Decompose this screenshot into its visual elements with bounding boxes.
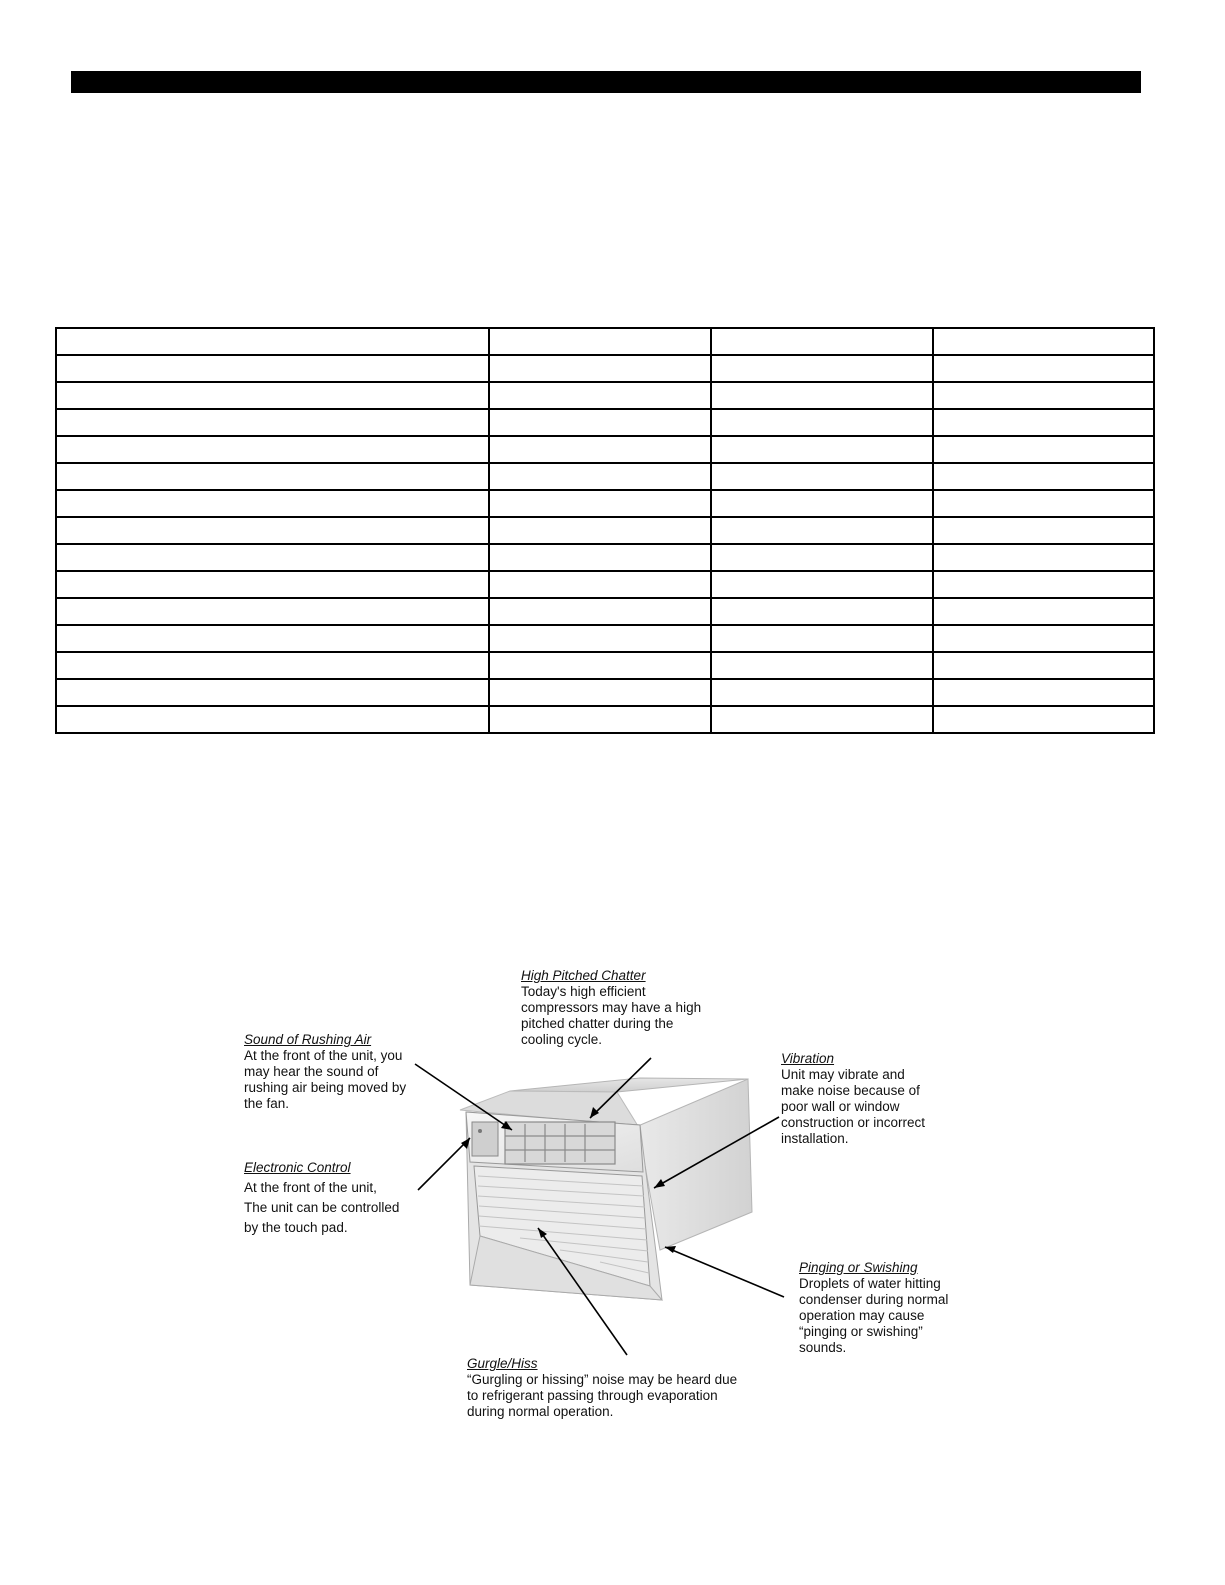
table-row — [56, 625, 1154, 652]
spec-table — [55, 327, 1155, 734]
table-cell — [56, 463, 489, 490]
callout-gurgle-hiss — [467, 1356, 737, 1420]
table-row — [56, 598, 1154, 625]
table-cell — [489, 382, 711, 409]
callout-body: At the front of the unit, you may hear the sound of rushing air being moved by the fan. — [244, 1048, 407, 1111]
table-cell — [489, 679, 711, 706]
arrow-vibration — [654, 1117, 779, 1188]
arrow-gurgle — [538, 1228, 627, 1355]
callout-vibration — [781, 1051, 925, 1147]
table-cell — [56, 652, 489, 679]
table-cell — [489, 490, 711, 517]
table-cell — [56, 679, 489, 706]
table-cell — [56, 490, 489, 517]
table-row — [56, 355, 1154, 382]
table-cell — [489, 355, 711, 382]
table-cell — [933, 517, 1154, 544]
table-row — [56, 463, 1154, 490]
table-row — [56, 517, 1154, 544]
table-cell — [489, 571, 711, 598]
table-cell — [56, 571, 489, 598]
table-cell — [489, 652, 711, 679]
callout-body: Droplets of water hitting condenser during normal operation may cause “pinging or swishing” sounds. — [799, 1276, 949, 1355]
table-cell — [711, 436, 933, 463]
arrow-rushing-air — [415, 1064, 512, 1130]
table-cell — [711, 409, 933, 436]
table-cell — [933, 679, 1154, 706]
callout-title: Electronic Control — [244, 1160, 351, 1175]
table-cell — [933, 382, 1154, 409]
callout-high-pitched-chatter — [521, 968, 701, 1048]
table-row — [56, 679, 1154, 706]
arrow-pinging — [665, 1247, 784, 1297]
table-row — [56, 328, 1154, 355]
table-cell — [489, 598, 711, 625]
table-cell — [489, 328, 711, 355]
callout-title: Sound of Rushing Air — [244, 1032, 372, 1047]
table-cell — [56, 436, 489, 463]
header-bar — [71, 71, 1141, 93]
callout-body: Today's high efficient compressors may have a high pitched chatter during the cooling cycle. — [521, 984, 702, 1047]
table-cell — [56, 409, 489, 436]
table-row — [56, 652, 1154, 679]
table-row — [56, 382, 1154, 409]
table-cell — [933, 355, 1154, 382]
table-cell — [56, 355, 489, 382]
table-cell — [933, 490, 1154, 517]
table-cell — [711, 517, 933, 544]
table-row — [56, 544, 1154, 571]
table-cell — [933, 706, 1154, 733]
table-cell — [711, 328, 933, 355]
table-cell — [56, 706, 489, 733]
table-cell — [711, 490, 933, 517]
table-cell — [711, 463, 933, 490]
table-cell — [711, 382, 933, 409]
table-cell — [933, 652, 1154, 679]
table-cell — [56, 382, 489, 409]
table-cell — [711, 679, 933, 706]
table-cell — [933, 436, 1154, 463]
table-row — [56, 706, 1154, 733]
table-cell — [933, 463, 1154, 490]
arrow-high-pitched — [590, 1058, 651, 1118]
table-cell — [711, 544, 933, 571]
table-cell — [711, 706, 933, 733]
table-cell — [489, 517, 711, 544]
table-cell — [489, 409, 711, 436]
table-cell — [489, 463, 711, 490]
table-cell — [489, 544, 711, 571]
table-cell — [711, 625, 933, 652]
table-cell — [56, 517, 489, 544]
callout-electronic-control — [244, 1158, 399, 1238]
table-cell — [933, 598, 1154, 625]
table-cell — [711, 598, 933, 625]
callout-title: Pinging or Swishing — [799, 1260, 918, 1275]
table-cell — [711, 652, 933, 679]
table-cell — [56, 625, 489, 652]
callout-title: High Pitched Chatter — [521, 968, 646, 983]
table-cell — [56, 544, 489, 571]
callout-rushing-air — [244, 1032, 406, 1112]
table-cell — [711, 355, 933, 382]
callout-title: Vibration — [781, 1051, 835, 1066]
callout-body: “Gurgling or hissing” noise may be heard due to refrigerant passing through evaporation during normal operation. — [467, 1372, 738, 1419]
table-row — [56, 490, 1154, 517]
callout-pinging-swishing — [799, 1260, 948, 1356]
table-cell — [489, 625, 711, 652]
table-cell — [933, 328, 1154, 355]
table-cell — [711, 571, 933, 598]
callout-body: At the front of the unit, The unit can be controlled by the touch pad. — [244, 1180, 400, 1235]
arrow-electronic-control — [418, 1138, 470, 1190]
table-cell — [933, 409, 1154, 436]
table-cell — [933, 544, 1154, 571]
table-cell — [56, 598, 489, 625]
callout-title: Gurgle/Hiss — [467, 1356, 538, 1371]
table-cell — [56, 328, 489, 355]
table-cell — [489, 436, 711, 463]
table-cell — [933, 625, 1154, 652]
table-row — [56, 571, 1154, 598]
table-row — [56, 409, 1154, 436]
table-row — [56, 436, 1154, 463]
table-cell — [933, 571, 1154, 598]
table-cell — [489, 706, 711, 733]
callout-body: Unit may vibrate and make noise because of poor wall or window construction or incorrect installation. — [781, 1067, 926, 1146]
